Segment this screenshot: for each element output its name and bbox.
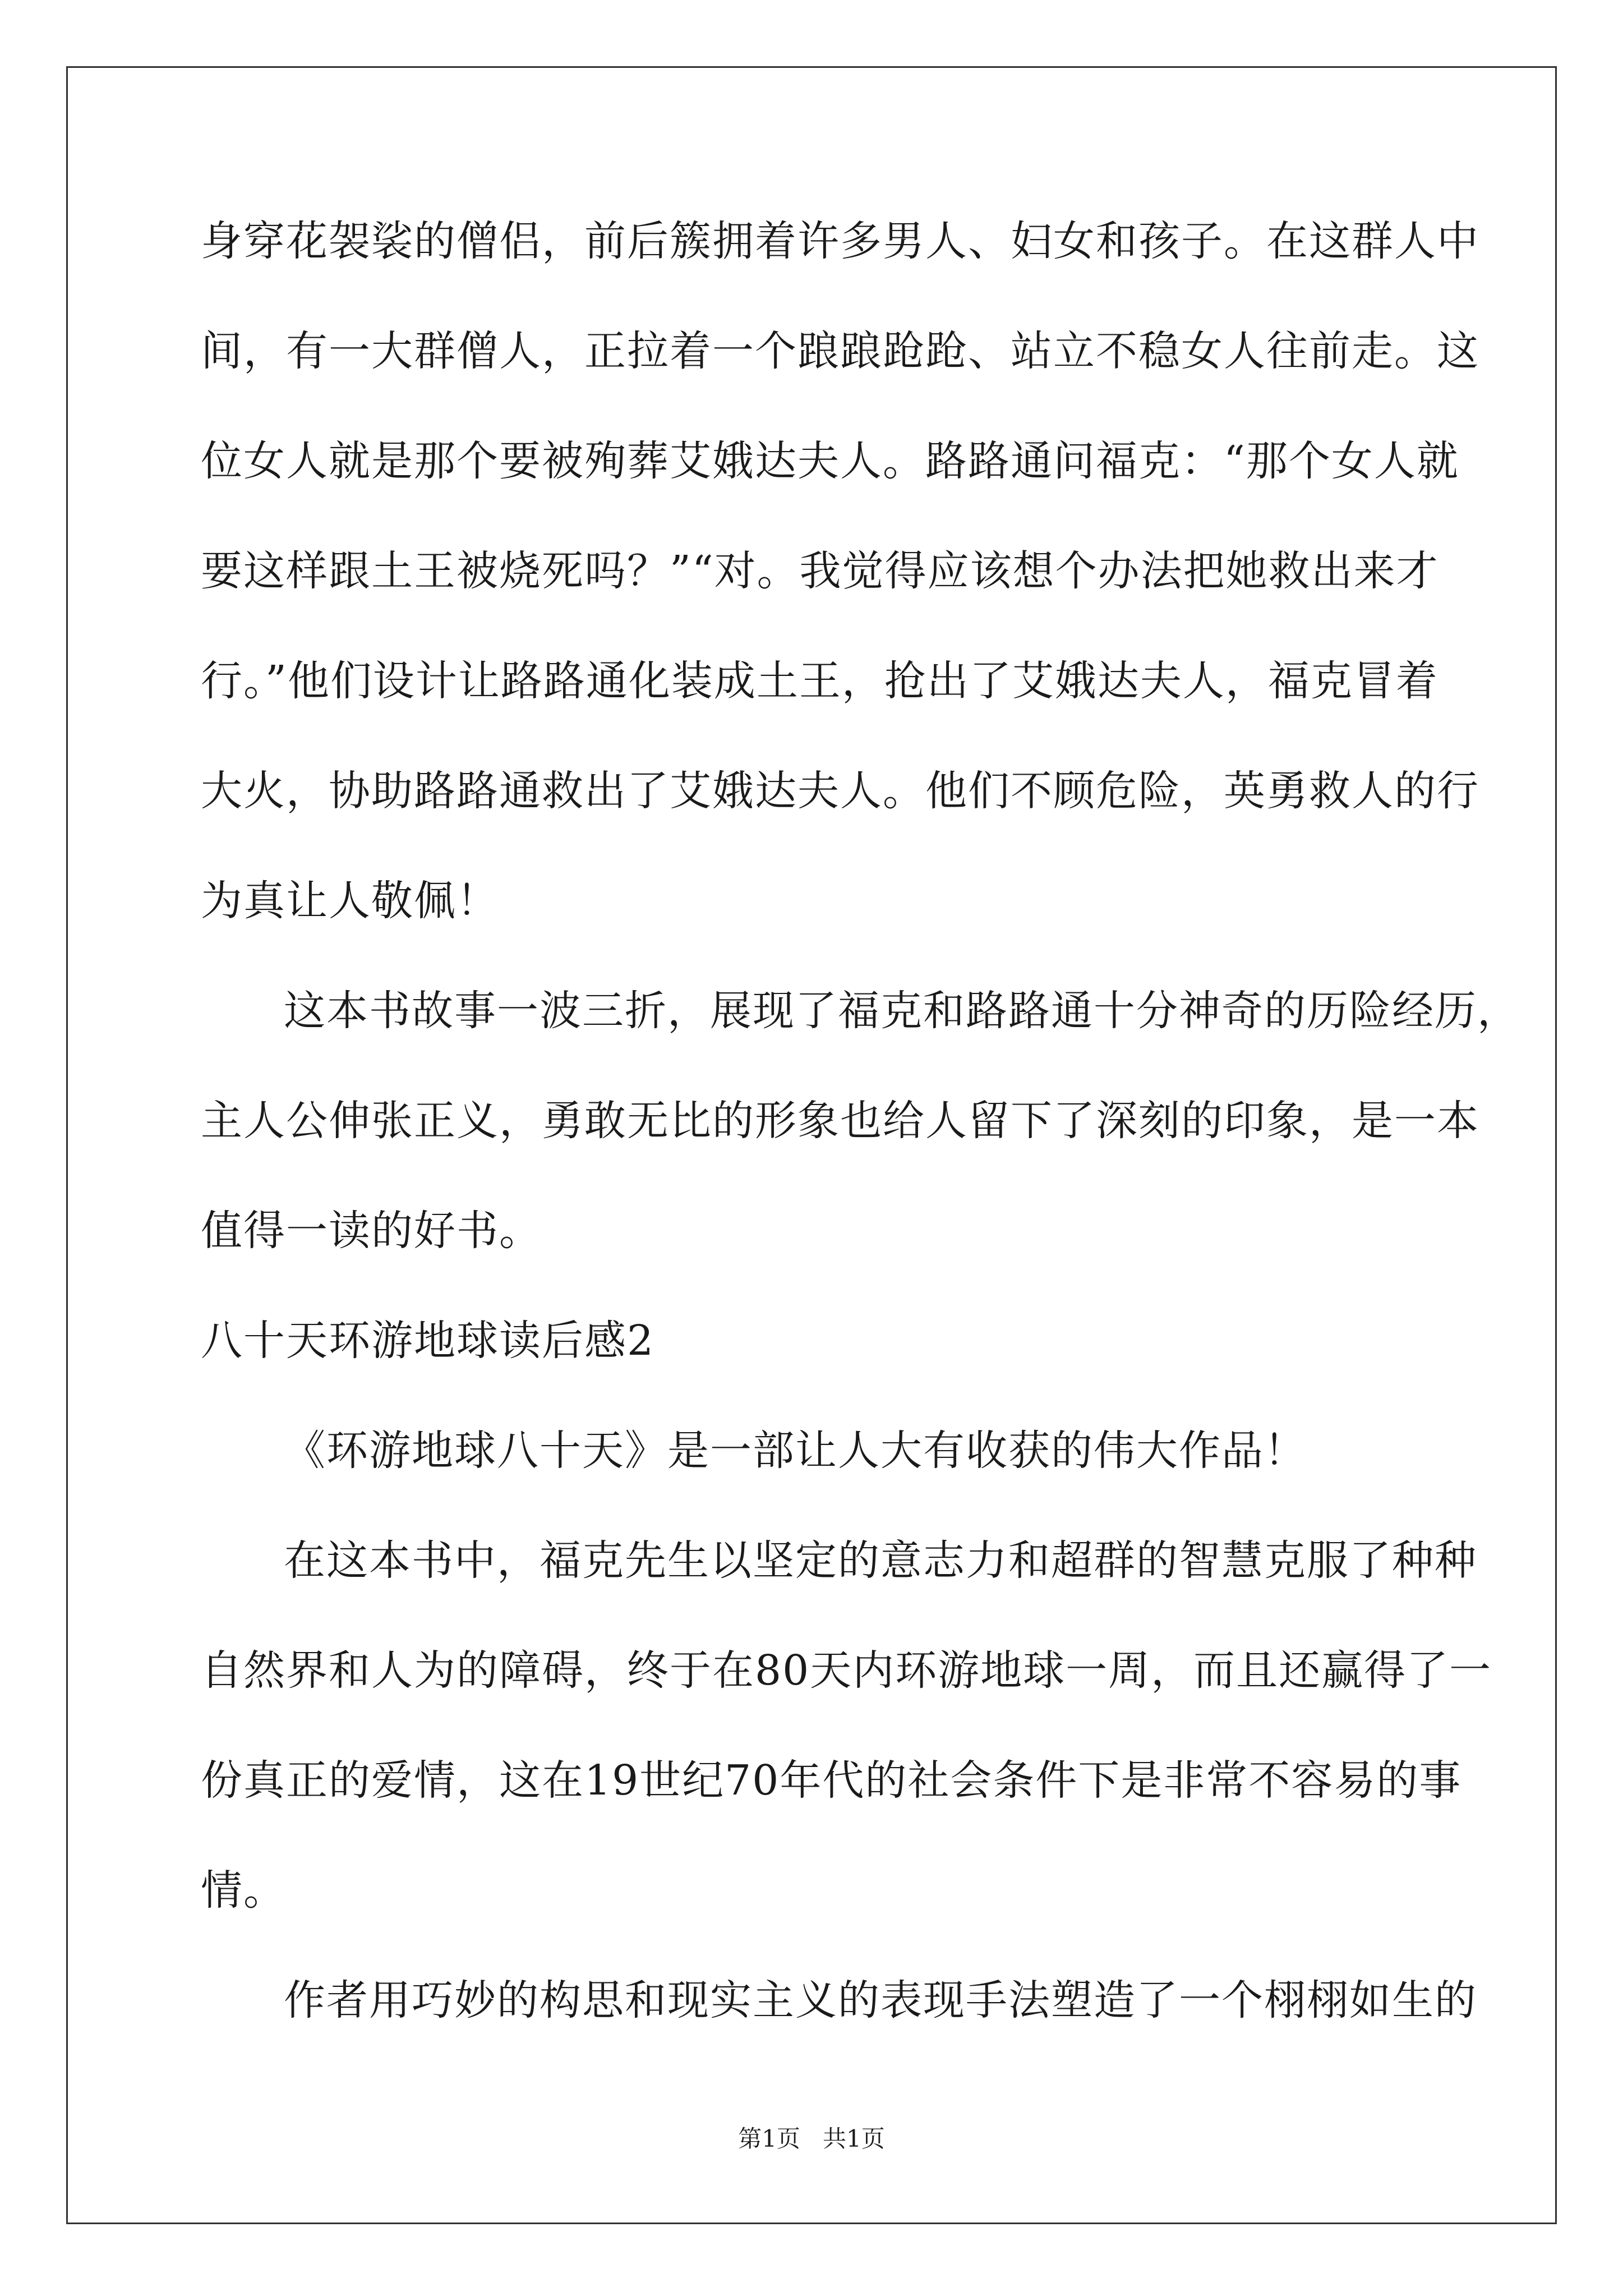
body-line-16: 情。: [201, 1866, 286, 1915]
body-line-5: 行。”他们设计让路路通化装成土王，抢出了艾娥达夫人，福克冒着: [201, 657, 1438, 705]
body-line-2: 间，有一大群僧人，正拉着一个踉踉跄跄、站立不稳女人往前走。这: [201, 327, 1479, 375]
body-line-8: 这本书故事一波三折，展现了福克和路路通十分神奇的历险经历，: [284, 987, 1520, 1035]
document-body: [201, 210, 1520, 2079]
body-line-12: 《环游地球八十天》是一部让人大有收获的伟大作品！: [284, 1427, 1307, 1475]
page-footer: 第1页 共1页: [738, 2125, 885, 2152]
body-line-7: 为真让人敬佩！: [201, 877, 499, 925]
body-line-1: 身穿花袈裟的僧侣，前后簇拥着许多男人、妇女和孩子。在这群人中: [201, 217, 1479, 265]
body-line-4: 要这样跟土王被烧死吗？”“对。我觉得应该想个办法把她救出来才: [201, 547, 1439, 595]
body-line-3: 位女人就是那个要被殉葬艾娥达夫人。路路通问福克：“那个女人就: [201, 437, 1459, 485]
body-line-13: 在这本书中，福克先生以坚定的意志力和超群的智慧克服了种种: [284, 1536, 1477, 1585]
body-line-6: 大火，协助路路通救出了艾娥达夫人。他们不顾危险，英勇救人的行: [201, 767, 1479, 815]
section-heading: 八十天环游地球读后感2: [201, 1317, 655, 1365]
body-line-10: 值得一读的好书。: [201, 1207, 542, 1255]
body-line-14: 自然界和人为的障碍，终于在80天内环游地球一周，而且还赢得了一: [201, 1646, 1492, 1695]
body-line-17: 作者用巧妙的构思和现实主义的表现手法塑造了一个栩栩如生的: [284, 1976, 1477, 2024]
body-line-15: 份真正的爱情，这在19世纪70年代的社会条件下是非常不容易的事: [201, 1756, 1462, 1805]
body-line-9: 主人公伸张正义，勇敢无比的形象也给人留下了深刻的印象，是一本: [201, 1097, 1479, 1145]
